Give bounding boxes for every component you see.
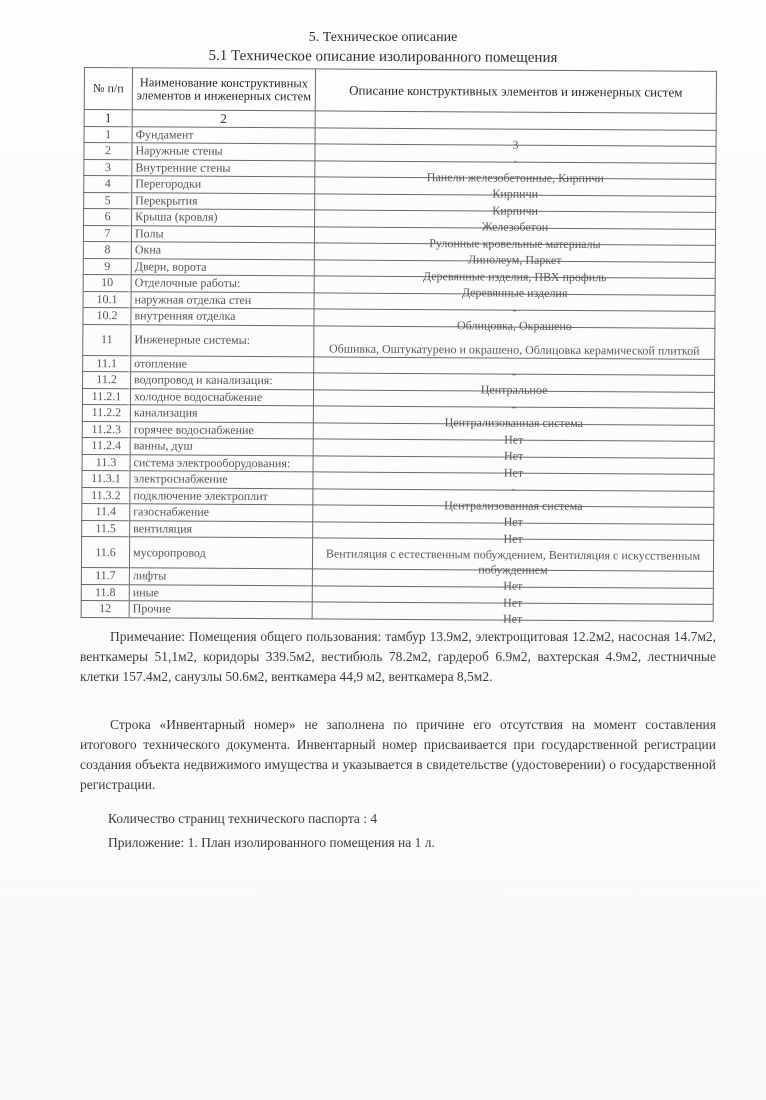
row-description: - [313,480,714,499]
row-description: Нет [313,529,714,548]
row-description: Централизованная система [313,414,714,433]
row-description: Центральное [313,381,714,400]
row-description: Нет [313,513,714,532]
row-element-name: электроснабжение [130,471,313,489]
row-element-name: Полы [131,225,314,243]
row-description: Кирпичи [315,185,716,204]
row-element-name: Перекрытия [132,192,315,210]
row-description: - [314,300,715,319]
row-element-name: внутренняя отделка [131,308,314,326]
inventory-number-note [80,715,716,795]
row-element-name: водопровод и канализация: [131,372,314,390]
row-description: Централизованная система [313,496,714,515]
row-element-name: Перегородки [132,176,315,194]
row-description: Нет [312,610,713,629]
row-element-name: подключение электроплит [130,487,313,505]
row-element-name: Инженерные системы: [131,324,314,356]
row-number: 11.3.1 [82,470,130,487]
row-description: Облицовка, Окрашено [314,317,715,336]
index-cell-1: 1 [84,110,132,127]
row-number: 8 [83,241,131,258]
row-description: 3 [315,135,716,154]
row-number: 11.3.2 [82,487,130,504]
technical-description-table [81,67,716,626]
row-number: 11.2 [83,371,131,388]
row-description: Деревянные изделия, ПВХ профиль [314,267,715,286]
subsection-title: 5.1 Техническое описание изолированного помещения [208,47,558,67]
row-element-name: вентиляция [130,520,313,538]
table-header-row [84,68,716,114]
row-description: Нет [312,593,713,612]
row-description: Вентиляция с естественным побуждением, Вентиляция с искусственным побуждением [312,546,713,579]
row-element-name: Наружные стены [132,143,315,161]
row-number: 10.2 [83,307,131,324]
row-number: 10 [83,274,131,291]
header-number: № п/п [84,68,132,110]
row-description: Кирпичи [315,201,716,220]
row-element-name: отопление [131,355,314,373]
row-number: 11.2.3 [82,421,130,438]
row-element-name: Отделочные работы: [131,275,314,293]
row-number: 11.1 [83,355,131,372]
row-description: Панели железобетонные, Кирпичи [315,168,716,187]
row-number: 11.7 [81,567,129,584]
row-description: Обшивка, Оштукатурено и окрашено, Облицовка керамической плиткой [314,333,715,366]
row-number: 11.3 [82,454,130,471]
row-element-name: лифты [129,568,312,586]
row-element-name: Окна [131,242,314,260]
page-count: Количество страниц технического паспорта : 4 [108,811,378,826]
row-element-name: холодное водоснабжение [130,388,313,406]
row-number: 11.8 [81,584,129,601]
row-number: 9 [83,258,131,275]
attachment-line: Приложение: 1. План изолированного помещения на 1 л. [108,835,435,850]
common-areas-note-text: Примечание: Помещения общего пользования: тамбур 13.9м2, электрощитовая 12.2м2, насосная 14.7м2, венткамеры 51,1м2, коридоры 339.5м2, вестибюль 78.2м2, гардероб 6.9м2, вахтерская 4.9м2, лестничные клетки 157.4м2, санузлы 50.6м2, венткамера 44,9 м2, венткамера 8,5м2. [80,629,716,684]
row-number: 4 [84,176,132,193]
row-description: Железобетон [314,218,715,237]
row-element-name: Крыша (кровля) [132,209,315,227]
row-element-name: мусоропровод [129,537,312,569]
row-element-name: Двери, ворота [131,258,314,276]
section-title: 5. Техническое описание [308,30,458,45]
row-number: 2 [84,143,132,160]
row-number: 11.2.4 [82,437,130,454]
row-description: Нет [313,430,714,449]
row-description: - [313,397,714,416]
table-body [81,126,716,626]
index-cell-2: 2 [132,110,315,128]
row-element-name: система электрооборудования: [130,454,313,472]
row-number: 6 [84,209,132,226]
row-number: 11.2.1 [82,388,130,405]
row-element-name: ванны, душ [130,438,313,456]
row-description: Нет [313,463,714,482]
common-areas-note [80,627,716,687]
row-element-name: Внутренние стены [132,159,315,177]
row-element-name: наружная отделка стен [131,291,314,309]
row-number: 11.6 [81,536,129,567]
row-number: 10.1 [83,291,131,308]
row-number: 7 [83,225,131,242]
row-description: - [314,364,715,383]
header-description: Описание конструктивных элементов и инженерных систем [315,69,716,113]
header-element-name: Наименование конструктивных элементов и инженерных систем [132,68,315,111]
row-element-name: газоснабжение [130,504,313,522]
row-description: Деревянные изделия [314,284,715,303]
row-element-name: канализация [130,405,313,423]
inventory-number-note-text: Строка «Инвентарный номер» не заполнена по причине его отсутствия на момент составления итогового технического документа. Инвентарный номер присваивается при государственной регистрации создания объекта недвижимого имущества и указывается в свидетельстве (удостоверении) о государственной регистрации. [80,717,716,792]
row-description: Нет [312,577,713,596]
row-description: Нет [313,447,714,466]
row-description: Линолеум, Паркет [314,251,715,270]
row-description: - [315,152,716,171]
row-element-name: Прочие [129,601,312,619]
row-description: Рулонные кровельные материалы [314,234,715,253]
index-cell-3 [315,111,716,130]
row-element-name: Фундамент [132,126,315,144]
row-element-name: иные [129,584,312,602]
row-number: 11.2.2 [82,404,130,421]
row-number: 11.5 [82,520,130,537]
row-number: 1 [84,126,132,143]
row-number: 11 [83,324,131,355]
row-number: 5 [84,192,132,209]
row-element-name: горячее водоснабжение [130,421,313,439]
row-number: 11.4 [82,503,130,520]
row-number: 12 [81,600,129,617]
row-number: 3 [84,159,132,176]
